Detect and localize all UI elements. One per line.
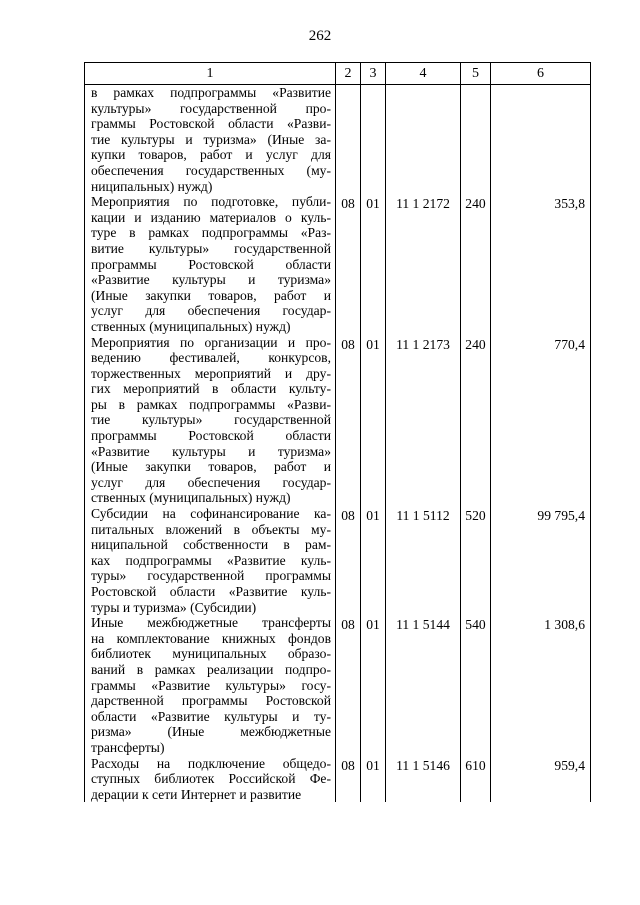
- expense-description: [85, 615, 336, 755]
- expense-type-code: 540: [461, 615, 491, 755]
- target-article-code: 11 1 2173: [386, 335, 461, 507]
- description-line: торжественных мероприятий и дру-: [91, 365, 331, 381]
- target-article-code: [386, 85, 461, 195]
- description-line: в рамках подпрограммы «Развитие: [91, 85, 331, 100]
- description-line: Мероприятия по организации и про-: [91, 334, 331, 350]
- column-header-2: 2: [336, 63, 361, 85]
- description-line: Расходы на подключение общедо-: [91, 755, 331, 771]
- subsection-code: 01: [361, 756, 386, 803]
- target-article-code: 11 1 5144: [386, 615, 461, 755]
- section-code: 08: [336, 615, 361, 755]
- description-line: ственных (муниципальных) нужд): [91, 490, 291, 506]
- column-header-3: 3: [361, 63, 386, 85]
- column-header-5: 5: [461, 63, 491, 85]
- section-code: 08: [336, 756, 361, 803]
- description-line: ведению фестивалей, конкурсов,: [91, 350, 331, 366]
- expense-description: [85, 335, 336, 507]
- expense-description: [85, 194, 336, 334]
- table-row: [85, 756, 591, 803]
- page-number: 262: [308, 28, 332, 44]
- amount: 99 795,4: [491, 506, 591, 615]
- table-row: [85, 506, 591, 615]
- description-line: (Иные закупки товаров, работ и: [91, 287, 331, 303]
- description-line: трансферты): [91, 739, 165, 755]
- description-line: туры» государственной программы: [91, 568, 331, 584]
- expense-description: [85, 756, 336, 803]
- description-line: ры в рамках подпрограммы «Разви-: [91, 396, 331, 412]
- description-line: ваний в рамках реализации подпро-: [91, 661, 331, 677]
- table-row: [85, 194, 591, 334]
- target-article-code: 11 1 5146: [386, 756, 461, 803]
- description-line: ниципальной собственности в рам-: [91, 537, 331, 553]
- description-line: ках подпрограммы «Развитие куль-: [91, 552, 331, 568]
- amount: 770,4: [491, 335, 591, 507]
- expense-type-code: 520: [461, 506, 491, 615]
- expense-description: [85, 506, 336, 615]
- description-line: туры и туризма» (Субсидии): [91, 599, 257, 615]
- description-line: на комплектование книжных фондов: [91, 630, 331, 646]
- description-line: туре в рамках подпрограммы «Раз-: [91, 225, 331, 241]
- description-line: культуры» государственной про-: [91, 100, 331, 116]
- description-line: услуг для обеспечения государ-: [91, 303, 331, 319]
- description-line: ниципальных) нужд): [91, 178, 213, 194]
- table-row: [85, 615, 591, 755]
- description-line: Субсидии на софинансирование ка-: [91, 506, 331, 522]
- amount: [491, 85, 591, 195]
- description-line: Ростовской области «Развитие куль-: [91, 584, 331, 599]
- description-line: дерации к сети Интернет и развитие: [91, 786, 302, 802]
- description-line: программы Ростовской области: [91, 428, 331, 444]
- table-row: [85, 85, 591, 195]
- description-line: питальных вложений в объекты му-: [91, 521, 331, 537]
- subsection-code: 01: [361, 506, 386, 615]
- description-line: «Развитие культуры и туризма»: [91, 443, 331, 459]
- amount: 1 308,6: [491, 615, 591, 755]
- target-article-code: 11 1 2172: [386, 194, 461, 334]
- description-line: купки товаров, работ и услуг для: [91, 147, 331, 163]
- amount: 959,4: [491, 756, 591, 803]
- expense-type-code: 240: [461, 335, 491, 507]
- description-line: граммы Ростовской области «Разви-: [91, 116, 331, 132]
- description-line: Иные межбюджетные трансферты: [91, 615, 331, 631]
- section-code: 08: [336, 194, 361, 334]
- description-line: дарственной программы Ростовской: [91, 693, 331, 709]
- description-line: Мероприятия по подготовке, публи-: [91, 194, 331, 210]
- budget-table: [84, 62, 591, 802]
- column-header-4: 4: [386, 63, 461, 85]
- description-line: гих мероприятий в области культу-: [91, 381, 331, 397]
- description-line: тие культуры» государственной: [91, 412, 331, 428]
- table-header: [85, 63, 591, 85]
- subsection-code: 01: [361, 194, 386, 334]
- description-line: области «Развитие культуры и ту-: [91, 708, 331, 724]
- expense-type-code: 240: [461, 194, 491, 334]
- description-line: витие культуры» государственной: [91, 240, 331, 256]
- section-code: [336, 85, 361, 195]
- description-line: ризма» (Иные межбюджетные: [91, 724, 331, 740]
- description-line: тие культуры и туризма» (Иные за-: [91, 131, 331, 147]
- expense-description: [85, 85, 336, 195]
- description-line: услуг для обеспечения государ-: [91, 474, 331, 490]
- table-body: [85, 85, 591, 803]
- column-header-1: 1: [85, 63, 336, 85]
- description-line: (Иные закупки товаров, работ и: [91, 459, 331, 475]
- description-line: ственных (муниципальных) нужд): [91, 318, 291, 334]
- description-line: обеспечения государственных (му-: [91, 162, 331, 178]
- section-code: 08: [336, 335, 361, 507]
- column-header-6: 6: [491, 63, 591, 85]
- subsection-code: 01: [361, 615, 386, 755]
- expense-type-code: 610: [461, 756, 491, 803]
- amount: 353,8: [491, 194, 591, 334]
- subsection-code: 01: [361, 335, 386, 507]
- subsection-code: [361, 85, 386, 195]
- description-line: «Развитие культуры и туризма»: [91, 272, 331, 288]
- section-code: 08: [336, 506, 361, 615]
- description-line: библиотек муниципальных образо-: [91, 646, 331, 662]
- expense-type-code: [461, 85, 491, 195]
- table-row: [85, 335, 591, 507]
- description-line: программы Ростовской области: [91, 256, 331, 272]
- description-line: граммы «Развитие культуры» госу-: [91, 677, 331, 693]
- target-article-code: 11 1 5112: [386, 506, 461, 615]
- description-line: ступных библиотек Российской Фе-: [91, 771, 331, 787]
- description-line: кации и изданию материалов о куль-: [91, 209, 331, 225]
